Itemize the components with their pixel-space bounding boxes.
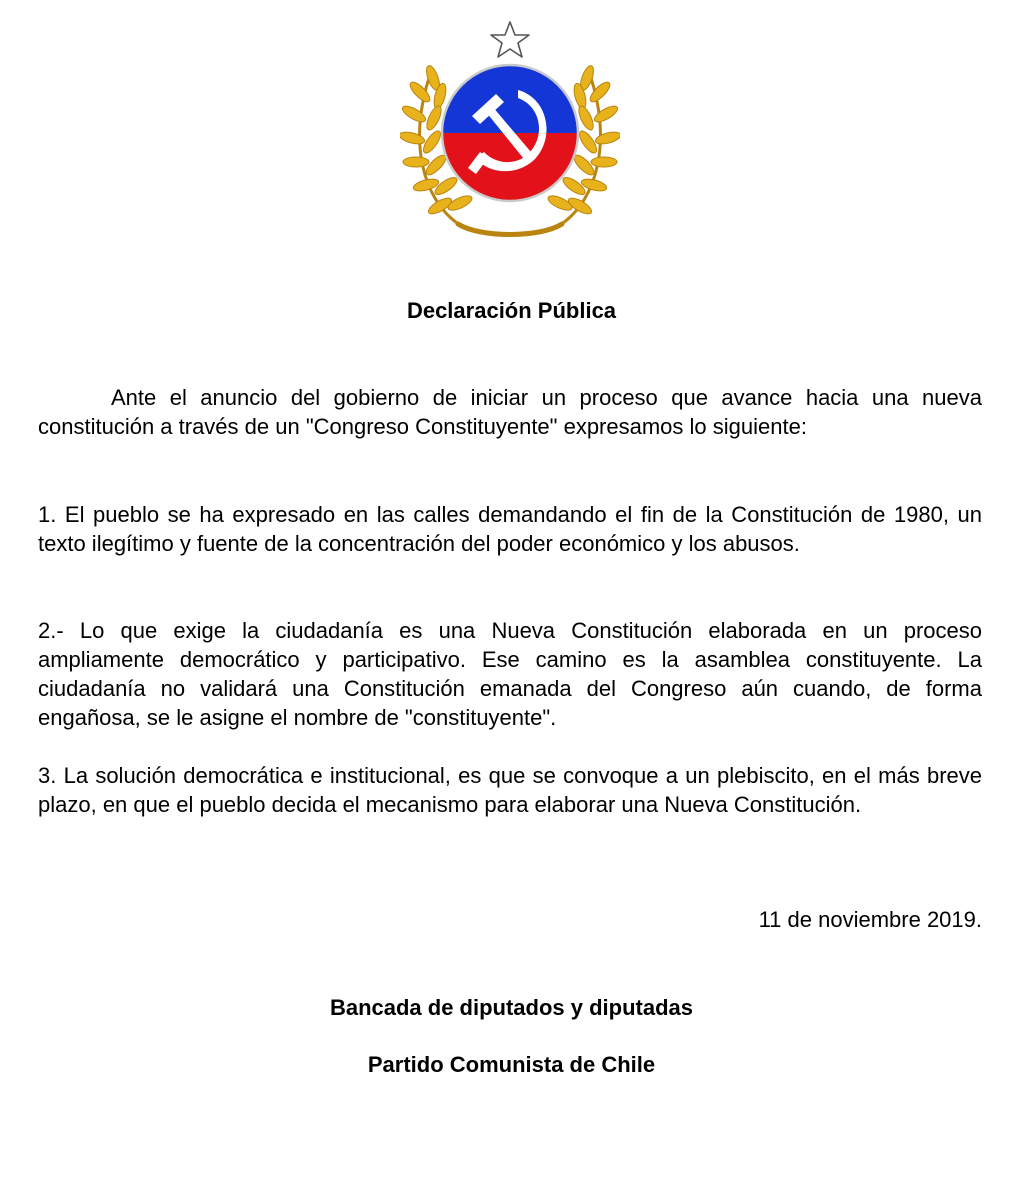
signature-line-2: Partido Comunista de Chile <box>367 1052 656 1077</box>
signature-line-1: Bancada de diputados y diputadas <box>329 995 694 1020</box>
wreath-ribbon-icon <box>458 224 562 235</box>
document-date: 11 de noviembre 2019. <box>758 907 982 932</box>
document-title: Declaración Pública <box>406 298 617 323</box>
party-emblem-icon <box>400 20 620 242</box>
star-icon <box>491 22 529 57</box>
point-2-paragraph: 2.- Lo que exige la ciudadanía es una Nueva Constitución elaborada en un proceso ampliamente democrático y participativo. Ese camino es la asamblea constituyente. La ciudadanía no validará una Constitución emanada del Congreso aún cuando, de forma engañosa, se le asigne el nombre de "constituyente". <box>38 618 982 730</box>
point-3-paragraph: 3. La solución democrática e institucional, es que se convoque a un plebiscito, en el más breve plazo, en que el pueblo decida el mecanismo para elaborar una Nueva Constitución. <box>38 763 982 817</box>
intro-paragraph: Ante el anuncio del gobierno de iniciar un proceso que avance hacia una nueva constitución a través de un "Congreso Constituyente" expresamos lo siguiente: <box>38 385 982 439</box>
point-1-paragraph: 1. El pueblo se ha expresado en las calles demandando el fin de la Constitución de 1980, un texto ilegítimo y fuente de la concentración del poder económico y los abusos. <box>38 502 982 556</box>
